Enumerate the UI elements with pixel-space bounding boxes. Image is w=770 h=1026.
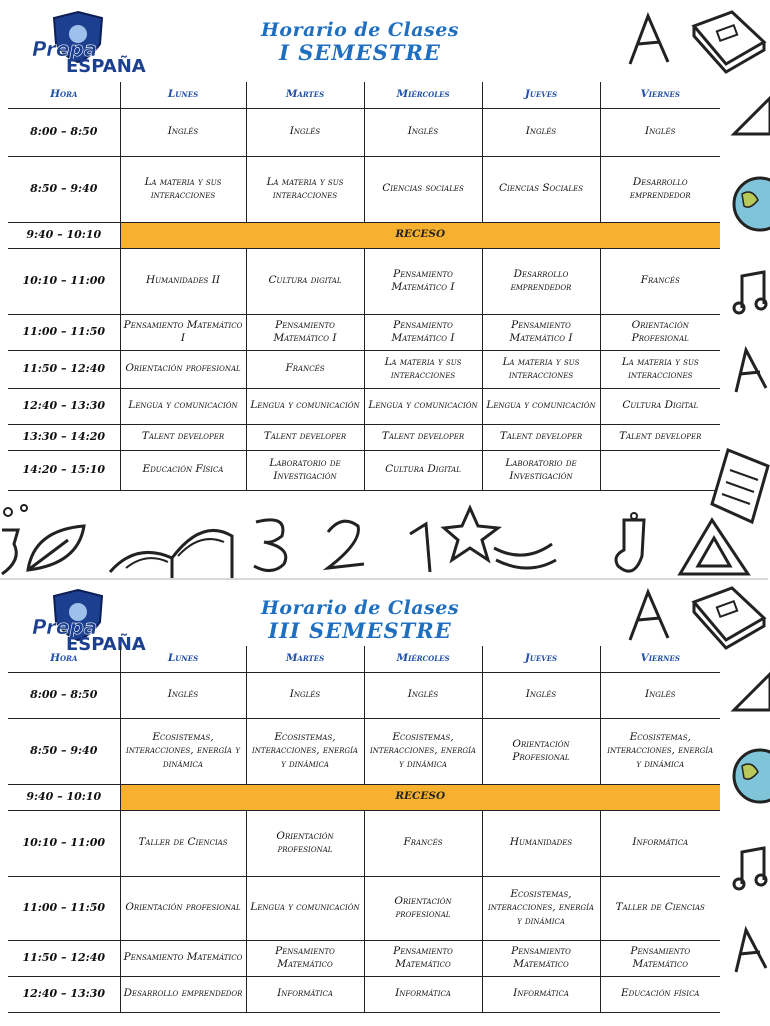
class-cell: La materia y sus interacciones xyxy=(364,350,482,388)
class-cell: Talent developer xyxy=(482,424,600,450)
header-row xyxy=(8,82,720,108)
class-cell: Francés xyxy=(600,248,720,314)
class-cell: Orientación Profesional xyxy=(482,718,600,784)
class-cell: Talent developer xyxy=(600,424,720,450)
receso-row xyxy=(8,784,720,810)
paper-doodle-icon xyxy=(708,446,768,526)
header-viernes: Viernes xyxy=(600,646,720,672)
number-2-doodle-icon xyxy=(322,514,368,574)
class-cell: Orientación profesional xyxy=(246,810,364,876)
class-cell: Orientación profesional xyxy=(120,876,246,940)
class-cell: Talent developer xyxy=(364,424,482,450)
class-cell: Laboratorio de Investigación xyxy=(482,450,600,490)
svg-text:ESPAÑA: ESPAÑA xyxy=(66,56,146,77)
class-cell: Desarrollo emprendedor xyxy=(482,248,600,314)
class-cell: Informática xyxy=(364,976,482,1012)
table-row xyxy=(8,976,720,1012)
book-doodle-icon xyxy=(688,582,768,652)
header-viernes: Viernes xyxy=(600,82,720,108)
header-jueves: Jueves xyxy=(482,646,600,672)
book-doodle-icon xyxy=(688,6,768,76)
time-cell: 13:30 – 14:20 xyxy=(8,424,120,450)
music-note-doodle-icon xyxy=(732,844,768,894)
time-cell: 11:00 – 11:50 xyxy=(8,314,120,350)
table-row xyxy=(8,350,720,388)
title-text: Horario de Clases xyxy=(260,19,460,41)
class-cell: Pensamiento Matemático I xyxy=(120,314,246,350)
header-hora: Hora xyxy=(8,646,120,672)
class-cell: La materia y sus interacciones xyxy=(482,350,600,388)
receso-cell: RECESO xyxy=(120,222,720,248)
number-3-doodle-icon xyxy=(248,514,296,574)
school-logo xyxy=(26,588,146,655)
class-cell: Informática xyxy=(246,976,364,1012)
table-row xyxy=(8,424,720,450)
class-cell: Humanidades II xyxy=(120,248,246,314)
leaf-doodle-icon xyxy=(24,520,94,576)
title-text: Horario de Clases xyxy=(260,597,460,619)
time-cell: 12:40 – 13:30 xyxy=(8,388,120,424)
class-cell: Talent developer xyxy=(246,424,364,450)
class-cell xyxy=(600,450,720,490)
class-cell: Lengua y comunicación xyxy=(246,876,364,940)
receso-row xyxy=(8,222,720,248)
time-cell: 8:50 – 9:40 xyxy=(8,718,120,784)
class-cell: Ciencias Sociales xyxy=(482,156,600,222)
time-cell: 8:00 – 8:50 xyxy=(8,672,120,718)
class-cell: Educación física xyxy=(600,976,720,1012)
class-cell: Taller de Ciencias xyxy=(120,810,246,876)
receso-cell: RECESO xyxy=(120,784,720,810)
time-cell: 14:20 – 15:10 xyxy=(8,450,120,490)
class-cell: Informática xyxy=(600,810,720,876)
test-tube-doodle-icon xyxy=(604,510,664,580)
class-cell: Inglés xyxy=(246,672,364,718)
class-cell: Lengua y comunicación xyxy=(482,388,600,424)
class-cell: Ecosistemas, interacciones, energía y dinámica xyxy=(482,876,600,940)
table-row xyxy=(8,388,720,424)
class-cell: Pensamiento Matemático I xyxy=(246,314,364,350)
class-cell: Francés xyxy=(364,810,482,876)
class-cell: Lengua y comunicación xyxy=(246,388,364,424)
class-cell: Inglés xyxy=(246,108,364,156)
class-cell: Lengua y comunicación xyxy=(364,388,482,424)
time-cell: 11:00 – 11:50 xyxy=(8,876,120,940)
table-row xyxy=(8,940,720,976)
class-cell: Pensamiento Matemático xyxy=(246,940,364,976)
table-row xyxy=(8,108,720,156)
class-cell: Inglés xyxy=(364,672,482,718)
class-cell: Ecosistemas, interacciones, energía y dinámica xyxy=(246,718,364,784)
time-cell: 8:00 – 8:50 xyxy=(8,108,120,156)
header-lunes: Lunes xyxy=(120,646,246,672)
schedule-table xyxy=(8,82,720,491)
class-cell: Lengua y comunicación xyxy=(120,388,246,424)
class-cell: Inglés xyxy=(120,672,246,718)
time-cell: 12:40 – 13:30 xyxy=(8,976,120,1012)
table-row xyxy=(8,450,720,490)
class-cell: Talent developer xyxy=(120,424,246,450)
class-cell: Inglés xyxy=(600,108,720,156)
class-cell: Humanidades xyxy=(482,810,600,876)
class-cell: Orientación Profesional xyxy=(600,314,720,350)
schedule-table xyxy=(8,646,720,1013)
class-cell: Desarrollo emprendedor xyxy=(120,976,246,1012)
table-row xyxy=(8,876,720,940)
triangle-doodle-icon xyxy=(672,516,752,578)
class-cell: Pensamiento Matemático xyxy=(364,940,482,976)
class-cell: Pensamiento Matemático xyxy=(482,940,600,976)
table-row xyxy=(8,810,720,876)
time-cell: 11:50 – 12:40 xyxy=(8,940,120,976)
open-book-doodle-icon xyxy=(106,512,236,578)
class-cell: Ciencias sociales xyxy=(364,156,482,222)
class-cell: Inglés xyxy=(482,672,600,718)
header-jueves: Jueves xyxy=(482,82,600,108)
letter-a-doodle-icon xyxy=(732,926,768,976)
class-cell: Educación Física xyxy=(120,450,246,490)
schedule-title xyxy=(230,598,490,643)
class-cell: Desarrollo emprendedor xyxy=(600,156,720,222)
svg-text:Prepa: Prepa xyxy=(32,37,98,61)
semester-text: III SEMESTRE xyxy=(268,618,452,644)
class-cell: Ecosistemas, interacciones, energía y dinámica xyxy=(600,718,720,784)
class-cell: Pensamiento Matemático xyxy=(120,940,246,976)
class-cell: Orientación profesional xyxy=(364,876,482,940)
semester-text: I SEMESTRE xyxy=(279,40,441,66)
table-row xyxy=(8,314,720,350)
letter-a-doodle-icon xyxy=(732,346,768,396)
table-row xyxy=(8,672,720,718)
header-miercoles: Miércoles xyxy=(364,82,482,108)
time-cell: 8:50 – 9:40 xyxy=(8,156,120,222)
class-cell: La materia y sus interacciones xyxy=(120,156,246,222)
ruler-doodle-icon xyxy=(730,88,770,138)
table-row xyxy=(8,248,720,314)
class-cell: Pensamiento Matemático I xyxy=(364,314,482,350)
class-cell: Ecosistemas, interacciones, energía y dinámica xyxy=(364,718,482,784)
class-cell: Cultura Digital xyxy=(600,388,720,424)
music-note-doodle-icon xyxy=(732,268,768,318)
class-cell: Laboratorio de Investigación xyxy=(246,450,364,490)
class-cell: Ecosistemas, interacciones, energía y dinámica xyxy=(120,718,246,784)
class-cell: La materia y sus interacciones xyxy=(246,156,364,222)
letter-a-doodle-icon xyxy=(622,10,682,70)
letter-a-doodle-icon xyxy=(622,586,682,646)
header-martes: Martes xyxy=(246,82,364,108)
time-cell: 11:50 – 12:40 xyxy=(8,350,120,388)
table-row xyxy=(8,718,720,784)
time-cell: 9:40 – 10:10 xyxy=(8,222,120,248)
svg-text:ESPAÑA: ESPAÑA xyxy=(66,634,146,655)
header-row xyxy=(8,646,720,672)
class-cell: Cultura digital xyxy=(246,248,364,314)
globe-doodle-icon xyxy=(724,170,768,240)
class-cell: Inglés xyxy=(364,108,482,156)
schedule-title xyxy=(230,20,490,65)
class-cell: Inglés xyxy=(600,672,720,718)
ruler-doodle-icon xyxy=(730,664,770,714)
class-cell: Orientación profesional xyxy=(120,350,246,388)
header-hora: Hora xyxy=(8,82,120,108)
shooting-star-doodle-icon xyxy=(444,504,564,578)
header-miercoles: Miércoles xyxy=(364,646,482,672)
number-1-doodle-icon xyxy=(404,520,440,576)
class-cell: Taller de Ciencias xyxy=(600,876,720,940)
schedule-panel-2 xyxy=(0,578,768,1026)
time-cell: 10:10 – 11:00 xyxy=(8,810,120,876)
school-logo xyxy=(26,10,146,77)
header-lunes: Lunes xyxy=(120,82,246,108)
class-cell: Pensamiento Matemático I xyxy=(482,314,600,350)
class-cell: Informática xyxy=(482,976,600,1012)
class-cell: Cultura Digital xyxy=(364,450,482,490)
class-cell: La materia y sus interacciones xyxy=(600,350,720,388)
class-cell: Francés xyxy=(246,350,364,388)
class-cell: Inglés xyxy=(482,108,600,156)
time-cell: 10:10 – 11:00 xyxy=(8,248,120,314)
header-martes: Martes xyxy=(246,646,364,672)
table-row xyxy=(8,156,720,222)
class-cell: Pensamiento Matemático I xyxy=(364,248,482,314)
class-cell: Pensamiento Matemático xyxy=(600,940,720,976)
globe-doodle-icon xyxy=(724,742,768,812)
svg-text:Prepa: Prepa xyxy=(32,615,98,639)
time-cell: 9:40 – 10:10 xyxy=(8,784,120,810)
class-cell: Inglés xyxy=(120,108,246,156)
